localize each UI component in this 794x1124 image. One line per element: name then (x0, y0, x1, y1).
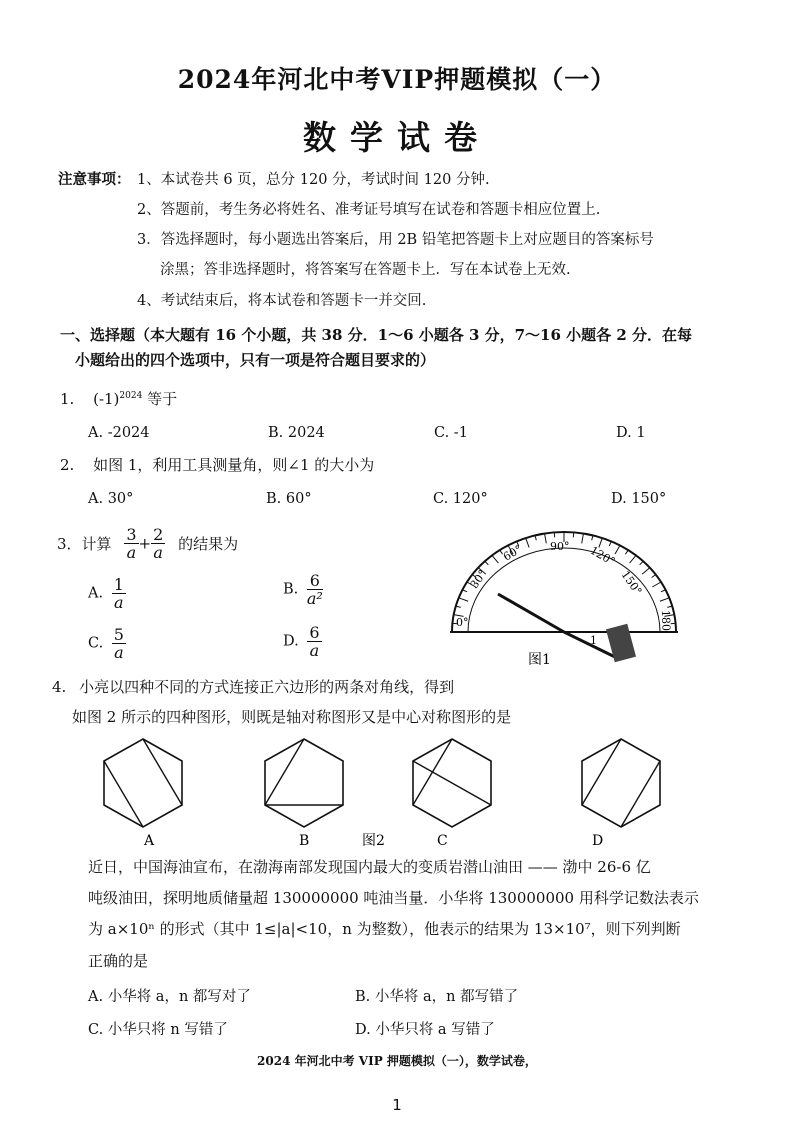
option-a: A. 小华将 a，n 都写对了 (88, 989, 251, 1005)
denominator: a (126, 543, 137, 562)
question-4-cont: 如图 2 所示的四种图形，则既是轴对称图形又是中心对称图形的是 (72, 708, 512, 726)
tick-mark (462, 590, 467, 592)
option-letter: B. (283, 581, 299, 598)
tick-mark (652, 575, 656, 578)
question-text: 的结果为 (178, 535, 239, 553)
denominator: a (309, 641, 320, 660)
tick-mark (582, 534, 584, 544)
figure-label: C (437, 833, 448, 849)
question-text: 小亮以四种不同的方式连接正六边形的两条对角线，得到 (79, 678, 455, 696)
plus-sign: + (138, 534, 152, 553)
option-c (88, 626, 126, 661)
tick-label: 120° (587, 543, 618, 569)
tick-mark (642, 568, 650, 574)
option-b: B. 小华将 a，n 都写错了 (355, 989, 519, 1005)
tick-label: 180 (658, 609, 673, 632)
option-letter: C. (88, 635, 104, 652)
tick-mark (630, 555, 636, 563)
fraction (112, 626, 126, 661)
tick-mark (667, 606, 672, 607)
question-text: 如图 1，利用工具测量角，则∠1 的大小为 (93, 456, 375, 474)
option-d: D. 小华只将 a 写错了 (355, 1022, 495, 1038)
power-base: (-1) (93, 390, 120, 408)
note-item: 1、本试卷共 6 页，总分 120 分，考试时间 120 分钟. (137, 172, 490, 188)
question-5: 近日，中国海油宣布，在渤海南部发现国内最大的变质岩潜山油田 —— 渤中 26-6 亿 (88, 858, 651, 876)
question-4 (52, 676, 454, 697)
option-c: C. -1 (434, 425, 468, 441)
section-header-cont: 小题给出的四个选项中，只有一项是符合题目要求的） (75, 351, 436, 369)
hexagon-a (104, 739, 182, 827)
tick-mark (615, 545, 620, 554)
question-number: 4. (52, 678, 67, 696)
numerator: 1 (113, 575, 124, 594)
question-5-cont: 为 a×10ⁿ 的形式（其中 1≤|a|<10，n 为整数），他表示的结果为 13×10⁷，则下列判断 (88, 920, 681, 938)
tick-mark (492, 555, 498, 563)
question-3 (57, 526, 238, 561)
figure-label: B (299, 833, 310, 849)
question-number: 2. (60, 456, 75, 474)
tick-mark (652, 582, 661, 587)
fraction (307, 624, 321, 659)
figure-label: A (144, 833, 155, 849)
fraction (307, 572, 323, 607)
option-b (283, 572, 323, 607)
hexagon-b (265, 739, 343, 827)
fraction (112, 576, 126, 611)
numerator: 2 (153, 525, 164, 544)
exam-title: 2024年河北中考VIP押题模拟（一） (177, 65, 617, 94)
tick-mark (545, 534, 547, 544)
figure-label: D (592, 833, 604, 849)
option-d: D. 150° (611, 491, 667, 507)
tick-label: 30° (467, 567, 490, 591)
tick-mark (609, 541, 611, 546)
question-5-cont: 吨级油田，探明地质储量超 130000000 吨油当量．小华将 130000000 用科学记数法表示 (88, 889, 699, 907)
denominator: a (114, 643, 124, 662)
tick-mark (526, 538, 529, 547)
option-letter: D. (283, 633, 299, 650)
option-a (88, 576, 126, 611)
question-5-cont: 正确的是 (88, 952, 149, 970)
tick-mark (661, 590, 666, 592)
hexagon-d (582, 739, 660, 827)
notes-label: 注意事项： (58, 171, 131, 188)
option-a: A. -2024 (88, 425, 150, 441)
fraction (124, 526, 138, 561)
numerator: 3 (126, 525, 137, 544)
tick-label: 150° (618, 568, 645, 598)
tick-mark (459, 598, 468, 601)
hexagon-c (413, 739, 491, 827)
measured-ray (498, 594, 564, 632)
note-item: 4、考试结束后，将本试卷和答题卡一并交回. (137, 293, 427, 309)
tick-mark (485, 561, 489, 565)
tick-mark (660, 598, 669, 601)
denominator: a² (306, 589, 323, 608)
tick-mark (625, 550, 628, 554)
option-c: C. 小华只将 n 写错了 (88, 1022, 228, 1038)
option-d (283, 624, 322, 659)
hexagon-figure (100, 735, 700, 850)
question-text: 等于 (147, 390, 178, 408)
angle-label: 1 (590, 634, 597, 647)
option-b: B. 60° (266, 491, 312, 507)
page-footer: 2024 年河北中考 VIP 押题模拟（一），数学试卷， (257, 1054, 537, 1068)
option-c: C. 120° (433, 491, 488, 507)
exam-subtitle: 数学试卷 (303, 118, 491, 157)
option-d: D. 1 (616, 425, 646, 441)
note-item: 2、答题前，考生务必将姓名、准考证号填写在试卷和答题卡相应位置上. (137, 202, 601, 218)
question-1 (60, 388, 177, 409)
note-item: 3．答选择题时，每小题选出答案后，用 2B 铅笔把答题卡上对应题目的答案标号 (137, 232, 654, 248)
denominator: a (114, 593, 124, 612)
figure-caption: 图1 (528, 652, 551, 668)
figure-caption: 图2 (362, 833, 385, 849)
tick-mark (640, 561, 644, 565)
numerator: 5 (113, 625, 124, 644)
protractor-figure (440, 522, 680, 672)
power-exponent: 2024 (119, 391, 143, 401)
note-item: 涂黑；答非选择题时，将答案写在答题卡上．写在本试卷上无效. (160, 262, 571, 278)
question-2 (60, 454, 374, 475)
fraction (151, 526, 165, 561)
tick-mark (456, 606, 461, 607)
tick-label: 0° (456, 616, 469, 629)
option-letter: A. (88, 585, 104, 602)
option-a: A. 30° (88, 491, 134, 507)
numerator: 6 (309, 623, 320, 642)
denominator: a (153, 543, 163, 562)
question-number: 3．计算 (57, 535, 112, 553)
ruler-end (606, 624, 636, 663)
section-header: 一、选择题（本大题有 16 个小题，共 38 分．1～6 小题各 3 分，7～16 小题各 2 分．在每 (60, 326, 693, 344)
tick-label: 60° (500, 542, 525, 564)
tick-label: 90° (550, 540, 570, 553)
option-b: B. 2024 (268, 425, 325, 441)
page-number: 1 (392, 1096, 402, 1114)
question-number: 1. (60, 390, 75, 408)
numerator: 6 (307, 572, 323, 590)
